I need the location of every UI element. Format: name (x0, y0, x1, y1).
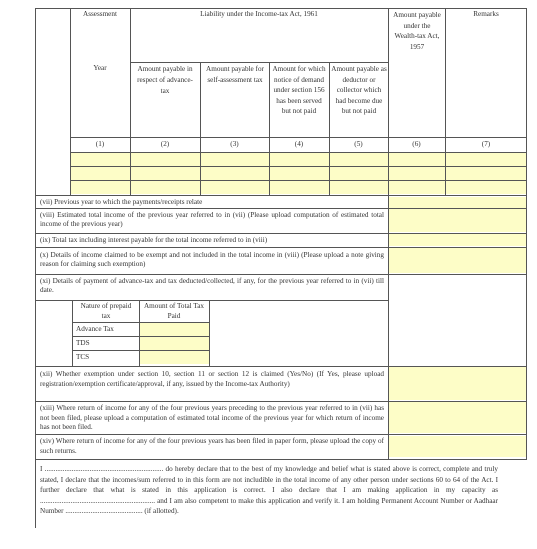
col-notice-demand: Amount for which notice of demand under section 156 has been served but not paid (272, 65, 326, 116)
assessment-label: Assessment (83, 10, 117, 18)
item-xi: (xi) Details of payment of advance-tax and tax deducted/collected, if any, for the previous year referred to in (vii) till date. (40, 277, 384, 294)
declaration (40, 464, 498, 517)
col-num: (4) (294, 140, 304, 148)
data-row-1[interactable] (70, 152, 527, 166)
liability-header: Liability under the Income-tax Act, 1961 (200, 10, 318, 18)
value-ix[interactable] (388, 234, 527, 246)
data-row-3[interactable] (70, 180, 527, 194)
prepaid-row-tcs: TCS (76, 353, 90, 361)
declaration-name-blank[interactable]: .................................................................. (44, 465, 164, 473)
item-xii: (xii) Whether exemption under section 10, section 11 or section 12 is claimed (Yes/No) (If Yes, please upload registration/exemption certificate/approval, if any, issued by the Income-tax Authority) (40, 370, 384, 388)
declaration-lead: I (40, 465, 43, 473)
year-label: Year (93, 64, 107, 72)
col-num: (7) (481, 140, 491, 148)
declaration-pan-blank[interactable]: ........................................... (65, 507, 143, 515)
value-xiv[interactable] (388, 436, 527, 457)
item-vii: (vii) Previous year to which the payments/receipts relate (40, 198, 203, 206)
value-x[interactable] (388, 248, 527, 273)
col-advance-tax: Amount payable in respect of advance-tax (137, 65, 193, 95)
item-viii: (viii) Estimated total income of the previous year referred to in (vii) (Please upload computation of estimated total income of the previous year) (40, 211, 384, 228)
col-num: (5) (354, 140, 363, 148)
item-xiii: (xiii) Where return of income for any of the four previous years preceding to the previous year referred to in (vii) has not been filed, please upload a computation of estimated total income of the previous year for which return of income has not been filed. (40, 404, 384, 432)
value-xii[interactable] (388, 367, 527, 400)
value-tcs[interactable] (139, 350, 209, 364)
col-deductor: Amount payable as deductor or collector which had become due but not paid (331, 65, 387, 116)
data-row-2[interactable] (70, 166, 527, 180)
col-num: (3) (230, 140, 239, 148)
col-num: (2) (160, 140, 170, 148)
col-num: (1) (95, 140, 105, 148)
item-xiv: (xiv) Where return of income for any of the four previous years has been filed in paper form, please upload the copy of such returns. (40, 437, 384, 455)
col-self-assessment: Amount payable for self-assessment tax (206, 65, 264, 84)
value-xiii[interactable] (388, 402, 527, 433)
value-vii[interactable] (388, 197, 527, 208)
declaration-text-3: (if allotted). (144, 507, 179, 515)
prepaid-row-tds: TDS (76, 339, 90, 347)
item-ix: (ix) Total tax including interest payable for the total income referred to in (viii) (40, 236, 268, 244)
declaration-text-2: and I am also competent to make this application and verify it. I am holding Permanent Account Number or Aadhaar Number (40, 496, 498, 515)
item-x: (x) Details of income claimed to be exempt and not included in the total income in (viii) (Please upload a note giving reason for claiming such exemption) (40, 251, 384, 268)
prepaid-col-nature: Nature of prepaid tax (80, 302, 132, 320)
remarks-header: Remarks (473, 10, 499, 18)
value-advance-tax[interactable] (139, 322, 209, 336)
prepaid-col-amount: Amount of Total Tax Paid (143, 302, 204, 320)
col-num: (6) (412, 140, 421, 148)
declaration-text-1: do hereby declare that to the best of my knowledge and belief what is stated above is correct, complete and truly stated, I declare that the incomes/sum referred to in this form are not includible in the total income of any other person under sections 60 to 64 of the Act. I further declare that what is stated in this application is correct. I also declare that I am making application in my capacity as (40, 465, 498, 494)
declaration-capacity-blank[interactable]: ................................................................ (40, 496, 155, 505)
value-viii[interactable] (388, 209, 527, 232)
value-tds[interactable] (139, 336, 209, 350)
prepaid-row-advance-tax: Advance Tax (76, 325, 114, 333)
wealth-header: Amount payable under the Wealth-tax Act, 1957 (393, 11, 441, 51)
